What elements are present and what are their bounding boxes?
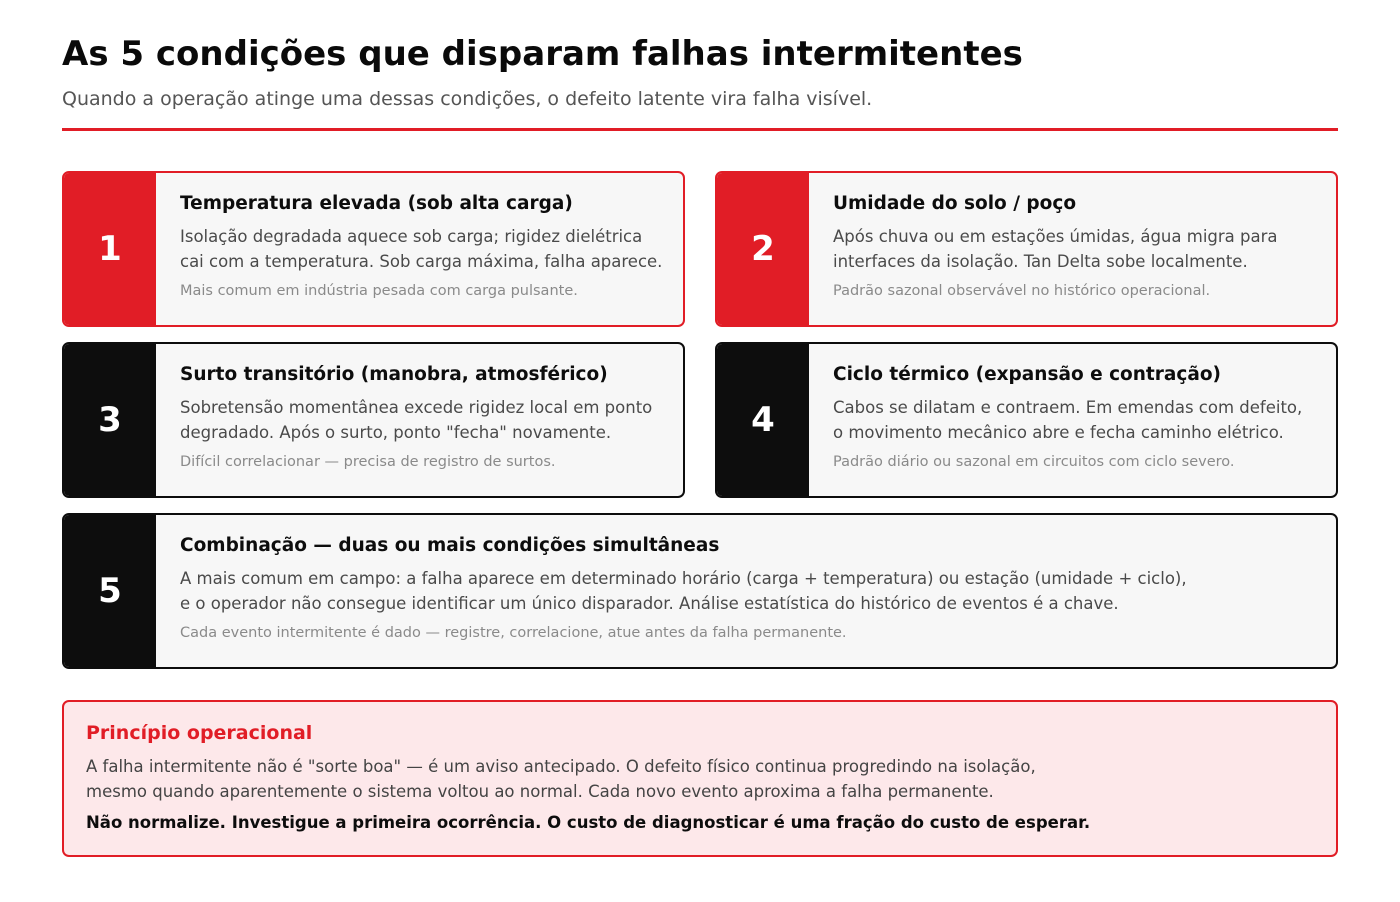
operational-principle-callout [62, 700, 1338, 857]
condition-title: Surto transitório (manobra, atmosférico) [180, 364, 608, 385]
condition-title: Umidade do solo / poço [833, 193, 1077, 214]
condition-description: Cabos se dilatam e contraem. Em emendas com defeito, o movimento mecânico abre e fecha caminho elétrico. [833, 398, 1303, 442]
condition-note: Padrão sazonal observável no histórico operacional. [833, 283, 1211, 299]
condition-description: Após chuva ou em estações úmidas, água migra para interfaces da isolação. Tan Delta sobe localmente. [833, 227, 1278, 271]
condition-title: Ciclo térmico (expansão e contração) [833, 364, 1222, 385]
condition-card-temperature [62, 171, 685, 327]
condition-number-badge: 1 [64, 173, 156, 325]
condition-description: Isolação degradada aquece sob carga; rigidez dielétrica cai com a temperatura. Sob carga máxima, falha aparece. [180, 227, 663, 271]
principle-title: Princípio operacional [86, 722, 313, 744]
condition-card-thermal-cycle [715, 342, 1338, 498]
condition-number-badge: 3 [64, 344, 156, 496]
page-title: As 5 condições que disparam falhas intermitentes [62, 34, 1023, 74]
condition-note: Difícil correlacionar — precisa de registro de surtos. [180, 454, 556, 470]
condition-number-badge: 5 [64, 515, 156, 667]
title-divider [62, 128, 1338, 131]
condition-card-surge [62, 342, 685, 498]
condition-title: Temperatura elevada (sob alta carga) [180, 193, 573, 214]
condition-description: Sobretensão momentânea excede rigidez local em ponto degradado. Após o surto, ponto "fecha" novamente. [180, 398, 653, 442]
condition-title: Combinação — duas ou mais condições simultâneas [180, 535, 720, 556]
principle-description: A falha intermitente não é "sorte boa" — é um aviso antecipado. O defeito físico continua progredindo na isolação, mesmo quando aparentemente o sistema voltou ao normal. Cada novo evento aproxima a falha permanente. [86, 757, 1036, 801]
condition-number-badge: 4 [717, 344, 809, 496]
condition-note: Cada evento intermitente é dado — registre, correlacione, atue antes da falha permanente. [180, 625, 847, 641]
condition-card-humidity [715, 171, 1338, 327]
page-subtitle: Quando a operação atinge uma dessas condições, o defeito latente vira falha visível. [62, 88, 873, 110]
principle-emphasis: Não normalize. Investigue a primeira ocorrência. O custo de diagnosticar é uma fração do custo de esperar. [86, 813, 1091, 832]
condition-note: Mais comum em indústria pesada com carga pulsante. [180, 283, 578, 299]
condition-note: Padrão diário ou sazonal em circuitos com ciclo severo. [833, 454, 1235, 470]
condition-number-badge: 2 [717, 173, 809, 325]
condition-description: A mais comum em campo: a falha aparece em determinado horário (carga + temperatura) ou estação (umidade + ciclo), e o operador não consegue identificar um único disparador. Análise estatística do histórico de eventos é a chave. [180, 569, 1187, 613]
condition-card-combination [62, 513, 1338, 669]
